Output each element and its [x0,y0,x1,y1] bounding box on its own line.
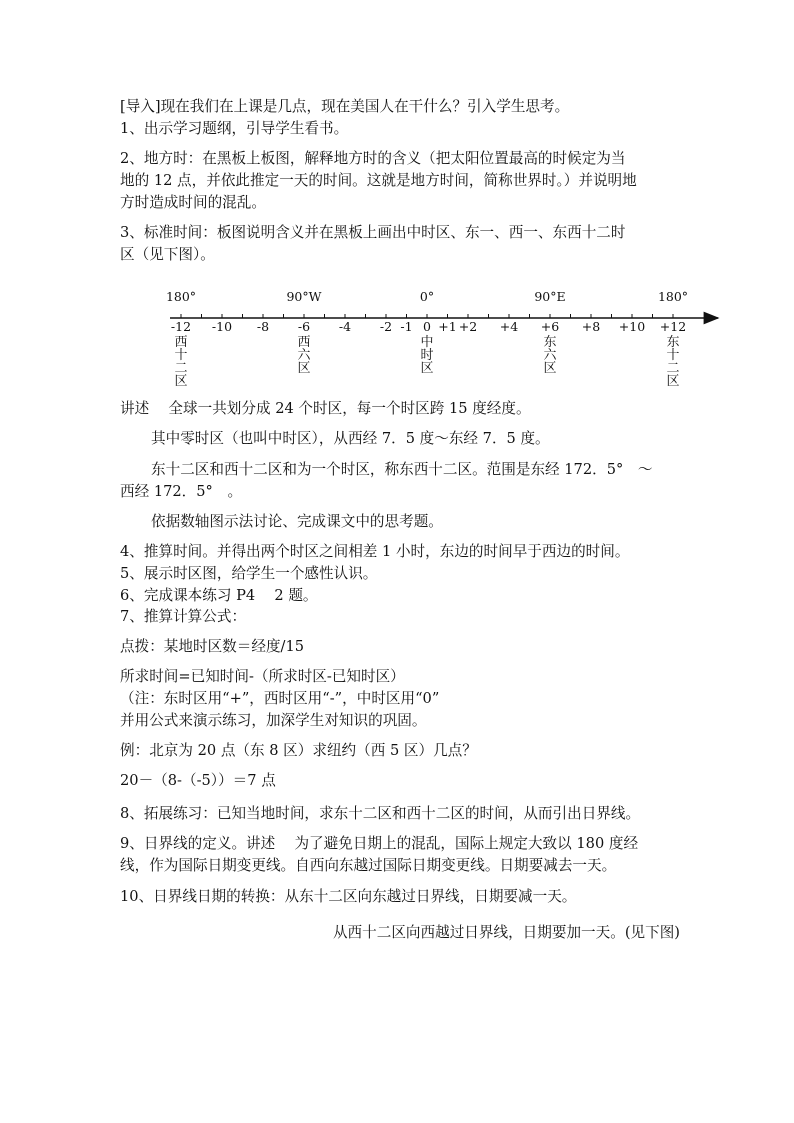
calculation-line: 20－（8-（-5））＝7 点 [120,772,276,789]
example-line: 例：北京为 20 点（东 8 区）求纽约（西 5 区）几点？ [120,742,477,759]
item-9-line-2: 线，作为国际日期变更线。自西向东越过国际日期变更线。日期要减去一天。 [120,857,617,874]
item-1: 1、出示学习题纲，引导学生看书。 [120,120,349,137]
item-10: 10、日界线日期的转换：从东十二区向东越过日界线，日期要减一天。 [120,888,577,905]
axis-tick-label: -4 [338,319,352,334]
axis-tick-label: -10 [211,319,233,334]
hint-line: 点拨：某地时区数＝经度/15 [120,638,305,655]
item-2-line-3: 方时造成时间的混乱。 [120,194,266,211]
item-8: 8、拓展练习：已知当地时间，求东十二区和西十二区的时间，从而引出日界线。 [120,805,641,822]
axis-degree-label: 90°W [286,289,322,304]
item-2-line-1: 2、地方时：在黑板上板图，解释地方时的含义（把太阳位置最高的时候定为当 [120,150,626,167]
timezone-number-line [160,282,730,394]
axis-tick-label: -2 [379,319,393,334]
axis-tick-label: -12 [170,319,192,334]
item-6: 6、完成课本练习 P4 2 题。 [120,587,318,604]
axis-tick-label: +2 [458,319,478,334]
axis-tick-label: +10 [618,319,646,334]
formula-line: 所求时间=已知时间-（所求时区-已知时区） [120,668,405,685]
item-2-line-2: 地的 12 点，并依此推定一天的时间。这就是地方时间，简称世界时。）并说明地 [120,172,637,189]
note-line: （注：东时区用“+”，西时区用“-”，中时区用“0” [120,690,440,707]
axis-degree-label: 180° [657,289,689,304]
item-5: 5、展示时区图，给学生一个感性认识。 [120,565,378,582]
axis-tick-label: +1 [438,319,457,334]
timezone-name: 东十二区 [666,335,680,389]
item-9-line-1: 9、日界线的定义。讲述 为了避免日期上的混乱，国际上规定大致以 180 度经 [120,835,639,852]
timezone-name: 西十二区 [174,335,188,389]
axis-tick-label: +8 [581,319,601,334]
axis-degree-label: 180° [165,289,197,304]
axis-tick-label: -8 [256,319,270,334]
timezone-name: 西六区 [297,335,311,376]
axis-tick-label: +4 [499,319,519,334]
axis-tick-label: -1 [400,319,413,334]
lecture-line-1: 讲述 全球一共划分成 24 个时区，每一个时区跨 15 度经度。 [120,400,531,417]
item-10-continued: 从西十二区向西越过日界线，日期要加一天。(见下图) [332,924,680,941]
axis-degree-label: 90°E [534,289,566,304]
practice-line: 并用公式来演示练习，加深学生对知识的巩固。 [120,712,427,729]
item-3-line-2: 区（见下图）。 [120,246,215,263]
lecture-line-3a: 东十二区和西十二区和为一个时区，称东西十二区。范围是东经 172．5° ～ [151,461,653,478]
axis-tick-label: +12 [659,319,687,334]
axis-tick-label: -6 [297,319,311,334]
lecture-line-3b: 西经 172．5° 。 [120,483,243,500]
item-7: 7、推算计算公式： [120,608,247,625]
timezone-name: 东六区 [543,335,557,376]
timezone-name: 中时区 [420,335,434,376]
item-3-line-1: 3、标准时间：板图说明含义并在黑板上画出中时区、东一、西一、东西十二时 [120,224,626,241]
intro-line: [导入]现在我们在上课是几点，现在美国人在干什么？引入学生思考。 [120,98,570,115]
axis-tick-label: +6 [540,319,560,334]
lecture-line-4: 依据数轴图示法讨论、完成课文中的思考题。 [151,513,443,530]
axis-tick-label: 0 [423,319,431,334]
axis-degree-label: 0° [419,289,435,304]
item-4: 4、推算时间。并得出两个时区之间相差 1 小时，东边的时间早于西边的时间。 [120,543,630,560]
lecture-line-2: 其中零时区（也叫中时区），从西经 7．5 度～东经 7．5 度。 [151,430,550,447]
